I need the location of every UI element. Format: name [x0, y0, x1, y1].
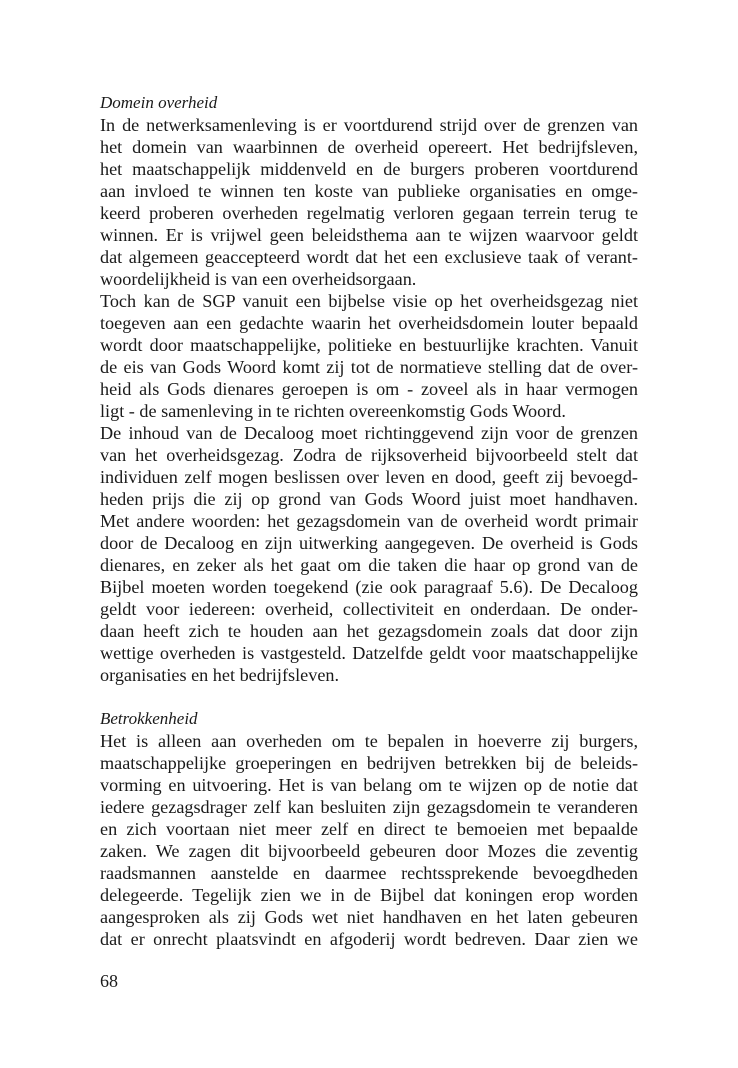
paragraph	[100, 730, 638, 950]
text-line: iedere gezagsdrager zelf kan besluiten zijn gezagsdomein te veranderen	[100, 797, 638, 817]
text-line: De inhoud van de Decaloog moet richtinggevend zijn voor de grenzen	[100, 423, 638, 443]
text-line: door de Decaloog en zijn uitwerking aangegeven. De overheid is Gods	[100, 533, 638, 553]
text-line: winnen. Er is vrijwel geen beleidsthema aan te wijzen waarvoor geldt	[100, 225, 638, 245]
paragraph	[100, 114, 638, 290]
text-line: zaken. We zagen dit bijvoorbeeld gebeuren door Mozes die zeventig	[100, 841, 638, 861]
text-line: maatschappelijke groeperingen en bedrijven betrekken bij de beleids-	[100, 753, 638, 773]
text-line: dat er onrecht plaatsvindt en afgoderij wordt bedreven. Daar zien we	[100, 929, 638, 949]
text-line: wettige overheden is vastgesteld. Datzelfde geldt voor maatschappelijke	[100, 643, 638, 663]
text-line: de eis van Gods Woord komt zij tot de normatieve stelling dat de over-	[100, 357, 638, 377]
text-line: Toch kan de SGP vanuit een bijbelse visie op het overheidsgezag niet	[100, 291, 638, 311]
section-spacer	[100, 686, 638, 708]
page-number: 68	[100, 971, 118, 991]
text-line: woordelijkheid is van een overheidsorgaan.	[100, 269, 417, 289]
text-line: dat algemeen geaccepteerd wordt dat het een exclusieve taak of verant-	[100, 247, 638, 267]
text-line: heden prijs die zij op grond van Gods Woord juist moet handhaven.	[100, 489, 638, 509]
text-line: ligt - de samenleving in te richten overeenkomstig Gods Woord.	[100, 401, 566, 421]
text-line: toegeven aan een gedachte waarin het overheidsdomein louter bepaald	[100, 313, 638, 333]
text-line: het domein van waarbinnen de overheid opereert. Het bedrijfsleven,	[100, 137, 638, 157]
text-line: van het overheidsgezag. Zodra de rijksoverheid bijvoorbeeld stelt dat	[100, 445, 638, 465]
text-line: keerd proberen overheden regelmatig verloren gegaan terrein terug te	[100, 203, 638, 223]
text-line: organisaties en het bedrijfsleven.	[100, 665, 340, 685]
text-line: heid als Gods dienares geroepen is om - zoveel als in haar vermogen	[100, 379, 638, 399]
section-betrokkenheid	[100, 708, 638, 950]
text-line: wordt door maatschappelijke, politieke en bestuurlijke krachten. Vanuit	[100, 335, 638, 355]
text-line: raadsmannen aanstelde en daarmee rechtssprekende bevoegdheden	[100, 863, 638, 883]
section-heading: Betrokkenheid	[100, 709, 198, 728]
paragraph	[100, 290, 638, 422]
text-line: delegeerde. Tegelijk zien we in de Bijbel dat koningen erop worden	[100, 885, 638, 905]
text-line: Bijbel moeten worden toegekend (zie ook paragraaf 5.6). De Decaloog	[100, 577, 638, 597]
paragraph	[100, 422, 638, 686]
text-line: In de netwerksamenleving is er voortdurend strijd over de grenzen van	[100, 115, 638, 135]
text-line: dienares, en zeker als het gaat om die taken die haar op grond van de	[100, 555, 638, 575]
text-line: Met andere woorden: het gezagsdomein van de overheid wordt primair	[100, 511, 638, 531]
text-line: aangesproken als zij Gods wet niet handhaven en het laten gebeuren	[100, 907, 638, 927]
text-line: individuen zelf mogen beslissen over leven en dood, geeft zij bevoegd-	[100, 467, 638, 487]
text-line: vorming en uitvoering. Het is van belang om te wijzen op de notie dat	[100, 775, 638, 795]
page-body	[100, 92, 638, 950]
text-line: aan invloed te winnen ten koste van publieke organisaties en omge-	[100, 181, 638, 201]
section-heading: Domein overheid	[100, 93, 218, 112]
text-line: daan heeft zich te houden aan het gezagsdomein zoals dat door zijn	[100, 621, 638, 641]
text-line: het maatschappelijk middenveld en de burgers proberen voortdurend	[100, 159, 638, 179]
section-domein-overheid	[100, 92, 638, 686]
text-line: geldt voor iedereen: overheid, collectiviteit en onderdaan. De onder-	[100, 599, 638, 619]
text-line: Het is alleen aan overheden om te bepalen in hoeverre zij burgers,	[100, 731, 638, 751]
text-line: en zich voortaan niet meer zelf en direct te bemoeien met bepaalde	[100, 819, 638, 839]
